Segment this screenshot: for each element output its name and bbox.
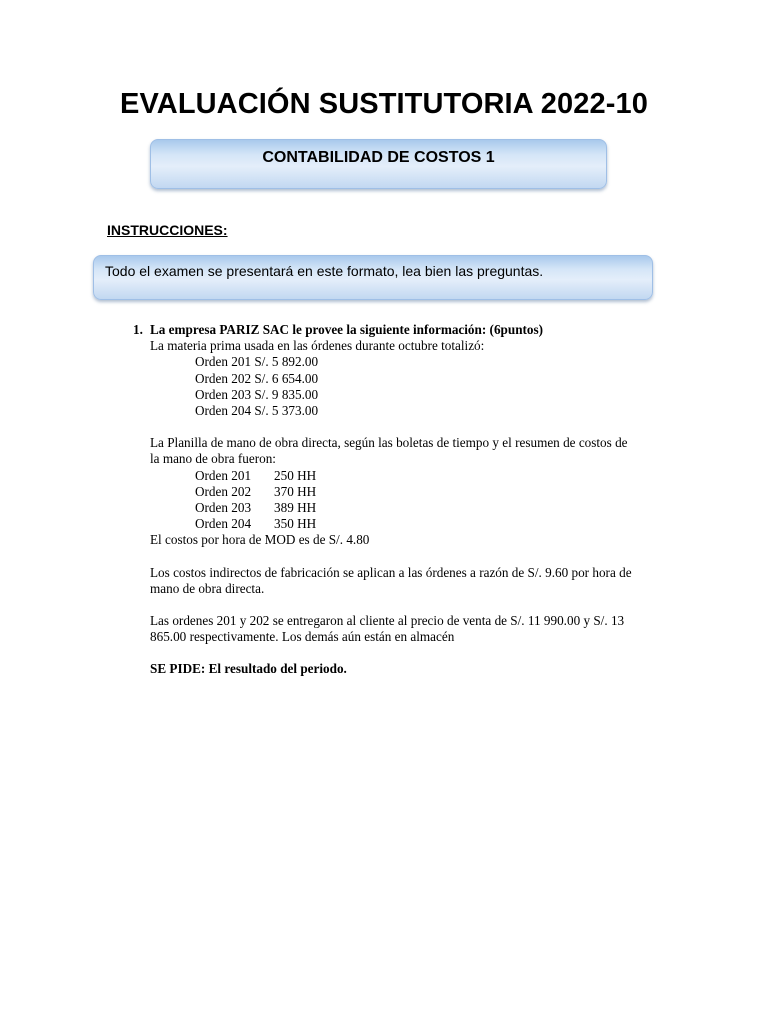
labor-row	[133, 468, 663, 484]
question-heading-text: La empresa PARIZ SAC le provee la siguiente información: (6puntos)	[150, 322, 544, 337]
labor-order: Orden 204	[195, 516, 252, 532]
question-1	[133, 322, 663, 678]
subject-title: CONTABILIDAD DE COSTOS 1	[262, 149, 495, 166]
labor-order: Orden 203	[195, 500, 252, 516]
labor-hours: 250 HH	[274, 467, 317, 483]
request-text: SE PIDE: El resultado del periodo.	[150, 661, 347, 677]
labor-intro-line-1: La Planilla de mano de obra directa, según las boletas de tiempo y el resumen de costos de	[150, 435, 628, 451]
labor-row	[133, 484, 663, 500]
labor-order: Orden 202	[195, 483, 252, 499]
labor-hours: 389 HH	[274, 500, 317, 516]
instructions-banner	[93, 255, 653, 300]
labor-intro-line-2: la mano de obra fueron:	[150, 451, 276, 467]
labor-row	[133, 516, 663, 532]
labor-row	[133, 500, 663, 516]
spacer	[133, 419, 663, 435]
materials-item: Orden 201 S/. 5 892.00	[195, 354, 319, 370]
question-number: 1.	[133, 322, 143, 337]
materials-item: Orden 203 S/. 9 835.00	[195, 386, 319, 402]
overhead-line-1: Los costos indirectos de fabricación se aplican a las órdenes a razón de S/. 9.60 por hora de	[150, 564, 632, 580]
delivery-line-1: Las ordenes 201 y 202 se entregaron al cliente al precio de venta de S/. 11 990.00 y S/. 13	[150, 613, 625, 629]
labor-hours: 370 HH	[274, 483, 317, 499]
cost-per-hour: El costos por hora de MOD es de S/. 4.80	[150, 532, 370, 548]
question-1-heading	[133, 322, 663, 338]
instructions-text: Todo el examen se presentará en este formato, lea bien las preguntas.	[105, 263, 544, 279]
instructions-heading: INSTRUCCIONES:	[107, 222, 228, 238]
overhead-line-2: mano de obra directa.	[150, 580, 265, 596]
spacer	[133, 645, 663, 661]
subject-banner	[150, 139, 607, 189]
materials-intro: La materia prima usada en las órdenes durante octubre totalizó:	[150, 338, 485, 354]
labor-order: Orden 201	[195, 467, 252, 483]
delivery-line-2: 865.00 respectivamente. Los demás aún están en almacén	[150, 629, 455, 645]
materials-item: Orden 204 S/. 5 373.00	[195, 403, 319, 419]
materials-item: Orden 202 S/. 6 654.00	[195, 370, 319, 386]
spacer	[133, 597, 663, 613]
labor-hours: 350 HH	[274, 516, 317, 532]
spacer	[133, 549, 663, 565]
page-title: EVALUACIÓN SUSTITUTORIA 2022-10	[120, 88, 648, 120]
